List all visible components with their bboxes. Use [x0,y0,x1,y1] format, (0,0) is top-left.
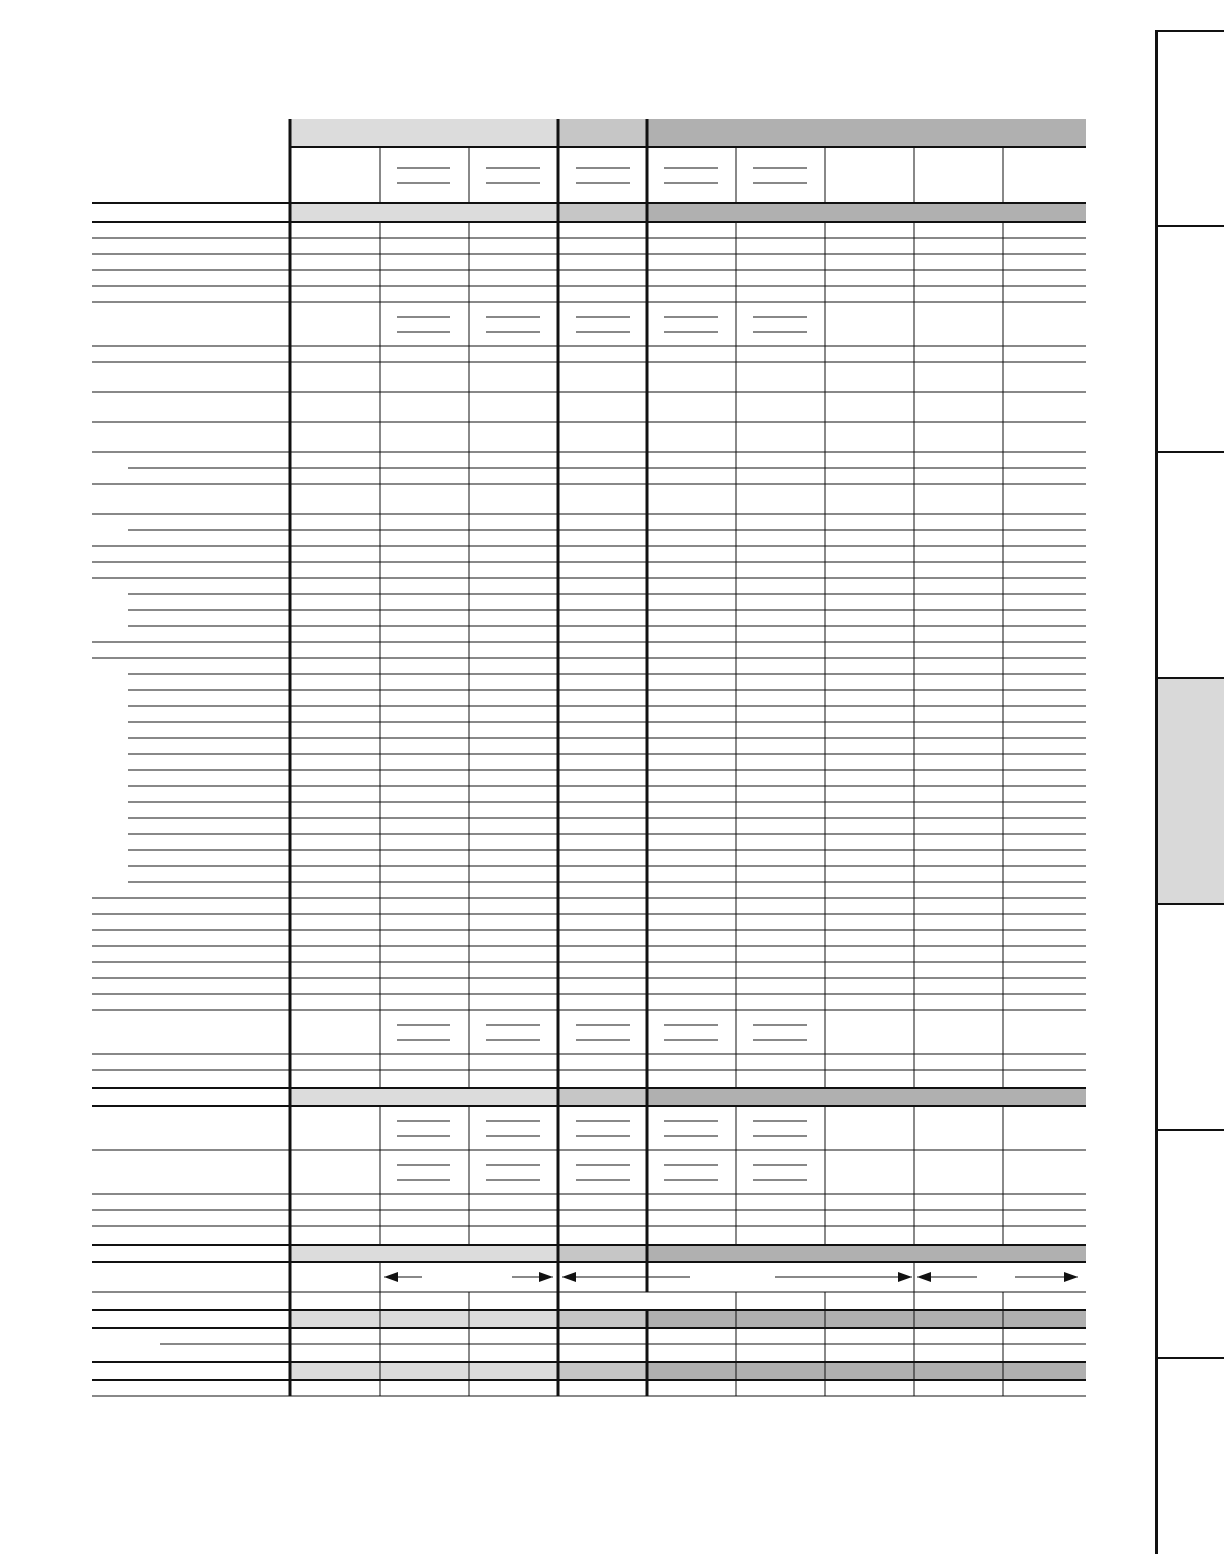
sidebar-tab-3[interactable] [1158,451,1224,678]
band-group-a [290,1362,558,1380]
sidebar-tab-5[interactable] [1158,903,1224,1130]
band-group-a [290,119,558,147]
sidebar-tab-4-active[interactable] [1158,677,1224,904]
band-group-b [558,1310,647,1328]
band-group-b [558,1362,647,1380]
range-arrow-c-head-right [1064,1272,1078,1282]
band-group-c [647,203,1086,222]
range-arrow-b-head-right [898,1272,912,1282]
range-arrow-a-head-right [539,1272,553,1282]
sidebar-tab-6[interactable] [1158,1129,1224,1358]
range-arrow-b-head-left [562,1272,576,1282]
range-arrow-c-head-left [917,1272,931,1282]
band-group-a [290,203,558,222]
band-group-c [647,1245,1086,1262]
band-group-c [647,1310,1086,1328]
band-group-b [558,1245,647,1262]
band-group-b [558,1088,647,1106]
range-arrow-a-head-left [384,1272,398,1282]
band-group-a [290,1310,558,1328]
band-group-c [647,119,1086,147]
sidebar-tab-1[interactable] [1158,30,1224,226]
band-group-b [558,119,647,147]
band-group-b [558,203,647,222]
band-group-a [290,1245,558,1262]
band-group-c [647,1362,1086,1380]
sidebar-tab-7[interactable] [1158,1357,1224,1556]
band-group-c [647,1088,1086,1106]
sidebar-tab-2[interactable] [1158,225,1224,452]
band-group-a [290,1088,558,1106]
